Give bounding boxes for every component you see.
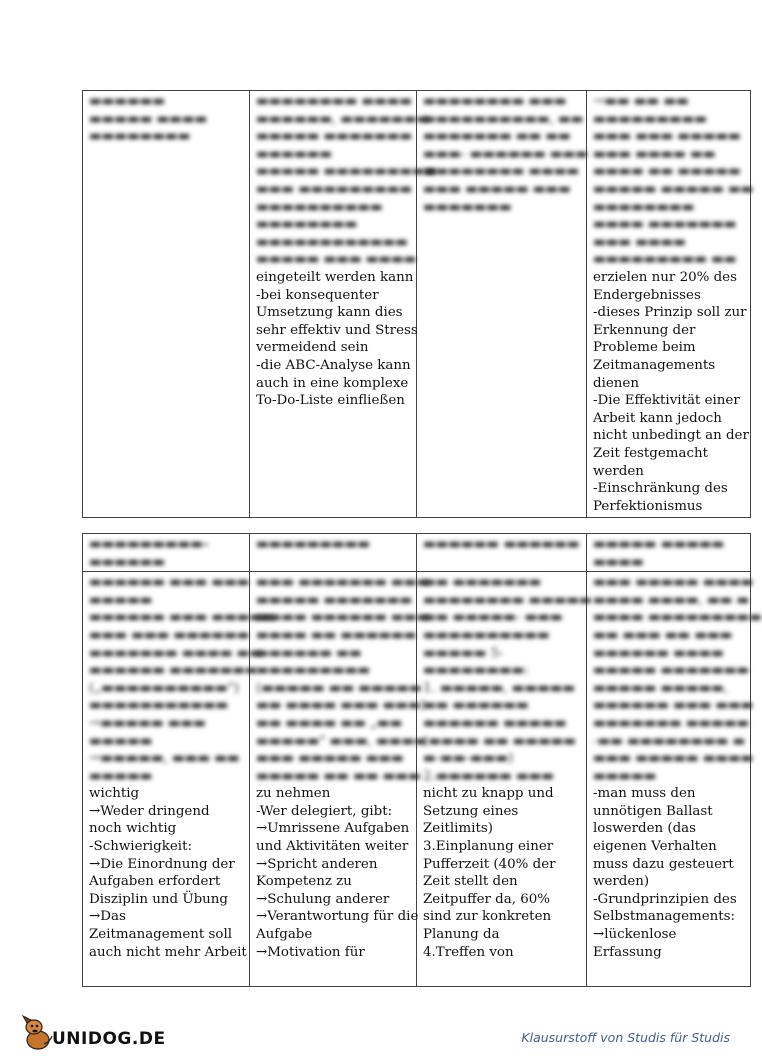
text-line: und Aktivitäten weiter [256,838,409,854]
text-line: nicht zu knapp und [423,786,554,802]
top-table [82,90,754,518]
text-line: Erkennung der [593,322,696,338]
text-line: wichtig [89,786,140,802]
text-line: -Schwierigkeit: [89,838,192,854]
text-line: →Schulung anderer [256,891,390,907]
bottom-cell-1-text [89,785,245,961]
bottom-cell-4-text [593,785,746,961]
text-line: eingeteilt werden kann [256,270,414,285]
text-line: →Das [89,909,126,925]
text-line: Zeitmanagement soll [89,926,233,942]
text-line: Endergebnisses [593,287,701,303]
text-line: Aufgaben erfordert [89,874,221,890]
blurred-text: ▬▬▬▬▬▬ ▬▬▬ ▬▬▬ ▬▬▬▬▬ ▬▬▬▬▬▬ ▬▬▬ ▬▬▬▬▬ ▬▬▬ ▬▬▬ ▬▬▬▬▬▬ ▬▬▬▬▬▬▬ ▬▬▬▬ ▬▬ ▬▬▬▬▬▬ ▬▬▬▬▬▬▬ („▬▬▬▬▬▬▬▬▬▬") ▬▬▬▬▬▬▬▬▬▬▬ →▬▬▬▬▬ ▬▬▬ ▬▬▬▬▬ →▬▬▬▬▬, ▬▬▬ ▬▬ ▬▬▬▬▬ [89,575,275,784]
bottom-table [82,533,762,987]
text-line: erzielen nur 20% des [593,270,737,285]
text-line: muss dazu gesteuert [593,856,734,872]
text-line: →Weder dringend [89,803,210,819]
text-line: 3.Einplanung einer [423,838,554,854]
text-line: zu nehmen [256,786,331,802]
top-cell-1 [83,91,250,518]
text-line: 4.Treffen von [423,944,514,960]
blurred-text: →▬▬ ▬▬ ▬▬ ▬▬▬▬▬▬▬▬▬ ▬▬▬ ▬▬▬ ▬▬▬▬▬ ▬▬▬ ▬▬▬▬ ▬▬ ▬▬▬▬ ▬▬ ▬▬▬▬▬ ▬▬▬▬▬ ▬▬▬▬▬ ▬▬ ▬▬▬▬▬▬▬▬ ▬▬▬▬ ▬▬▬▬▬▬▬ ▬▬▬ ▬▬▬▬ ▬▬▬▬▬▬▬▬▬ ▬▬ [593,94,754,268]
text-line: -Einschränkung des [593,481,728,497]
text-line: Zeitmanagements [593,357,716,373]
text-line: Zeit festgemacht [593,445,708,461]
text-line: eigenen Verhalten [593,838,717,854]
text-line: Probleme beim [593,340,696,356]
text-line: -Grundprinzipien des [593,891,737,907]
text-line: Kompetenz zu [256,874,352,890]
top-cell-2-text [256,269,418,410]
column-header: ▬▬▬▬▬ ▬▬▬▬▬ ▬▬▬▬ [587,534,751,572]
text-line: Umsetzung kann dies [256,305,403,321]
text-line: nicht unbedingt an der [593,428,749,444]
text-line: -man muss den [593,786,696,802]
text-line: Setzung eines [423,803,519,819]
bottom-cell-1 [83,572,275,987]
text-line: →Umrissene Aufgaben [256,821,410,837]
text-line: werden) [593,874,650,890]
text-line: →lückenlose [593,926,677,942]
text-line: To-Do-Liste einfließen [256,393,405,409]
text-line: sehr effektiv und Stress [256,322,418,338]
dog-mascot-icon [23,1016,52,1049]
text-line: Zeitpuffer da, 60% [423,891,551,907]
bottom-cell-2-text [256,785,419,961]
text-line: Perfektionismus [593,498,703,514]
text-line: dienen [593,375,639,391]
text-line: Zeitlimits) [423,821,493,837]
blurred-text: ​▬▬▬▬▬▬ ▬▬▬▬▬ ▬▬▬▬ ▬▬▬▬▬▬▬▬ [89,94,208,145]
text-line: -die ABC-Analyse kann [256,357,411,373]
unidog-logo [22,1014,166,1054]
blurred-text: ▬▬▬▬▬▬▬▬ ▬▬▬ ▬▬▬▬▬▬▬▬▬▬, ▬▬ ▬▬▬▬▬▬▬ ▬▬ ▬▬ ▬▬▬- ▬▬▬▬▬▬ ▬▬▬ ▬▬▬▬▬▬▬▬ ▬▬▬▬ ▬▬▬ ▬▬▬▬▬ ▬▬▬ ▬▬▬▬▬▬▬ [423,94,588,215]
text-line: -Die Effektivität einer [593,393,740,409]
blurred-text: ▬▬ ▬▬▬▬▬▬▬ ▬▬▬▬▬▬▬▬ ▬▬▬▬▬ ▬▬ ▬▬▬▬▬- ▬▬▬ ▬▬▬▬▬▬▬▬▬▬ ▬▬▬▬▬ 5- ▬▬▬▬▬▬▬▬: 1. ▬▬▬▬▬, ▬▬▬▬▬ ▬▬ ▬▬▬▬▬▬ ▬▬▬▬▬▬ ▬▬▬▬▬ (▬▬▬▬ ▬▬ ▬▬▬▬▬ ▬-▬▬-▬▬▬) 2.▬▬▬▬▬▬ ▬▬▬ [423,575,592,784]
text-line: unnötigen Ballast [593,803,713,819]
text-line: Selbstmanagements: [593,909,736,925]
blurred-text: ▬▬▬ ▬▬▬▬▬ ▬▬▬▬ ▬▬▬▬ ▬▬▬▬, ▬▬ ▬ ▬▬▬▬ ▬▬▬▬▬▬▬▬▬ ▬▬ ▬▬▬ ▬▬ ▬▬▬ ▬▬▬▬▬▬ ▬▬▬▬ ▬▬▬▬▬ ▬▬▬▬▬▬▬ ▬▬▬▬▬ ▬▬▬▬▬, ▬▬▬▬▬▬ ▬▬▬ ▬▬▬ ▬▬▬▬▬▬▬ ▬▬▬▬▬ -▬▬ ▬▬▬▬▬▬▬▬ ▬ ▬▬▬ ▬▬▬▬▬ ▬▬▬▬ ▬▬▬▬▬ [593,575,762,784]
text-line: -bei konsequenter [256,287,379,303]
top-cell-3 [417,91,587,518]
table-header-row [83,534,751,572]
text-line: →Motivation für [256,944,365,960]
bottom-cell-2 [250,572,429,987]
text-line: Disziplin und Übung [89,891,228,907]
text-line: →Die Einordnung der [89,856,235,872]
text-line: Arbeit kann jedoch [593,410,722,426]
table-row [83,91,751,518]
text-line: →Verantwortung für die [256,909,419,925]
footer-tagline: Klausurstoff von Studis für Studis [521,1030,730,1045]
text-line: -Wer delegiert, gibt: [256,803,393,819]
text-line: loswerden (das [593,821,697,837]
table-row [83,572,751,987]
text-line: Aufgabe [256,926,313,942]
text-line: auch nicht mehr Arbeit [89,944,247,960]
column-header: ▬▬▬▬▬▬ ▬▬▬▬▬▬ [417,534,587,572]
text-line: -dieses Prinzip soll zur [593,305,747,321]
text-line: Pufferzeit (40% der [423,856,556,872]
text-line: auch in eine komplexe [256,375,409,391]
text-line: sind zur konkreten [423,909,552,925]
top-cell-4-text [593,269,749,515]
text-line: Erfassung [593,944,662,960]
column-header: ▬▬▬▬▬▬▬▬▬- ▬▬▬▬▬▬ [83,534,250,572]
text-line: →Spricht anderen [256,856,378,872]
text-line: Zeit stellt den [423,874,518,890]
blurred-text: ▬▬▬ ▬▬▬▬▬▬▬ ▬▬▬ ▬▬▬▬▬ ▬▬▬▬▬▬▬ ▬▬▬▬ ▬▬▬▬▬▬ ▬▬▬ ▬▬▬▬ ▬▬ ▬▬▬▬▬▬ ▬▬▬▬▬▬ ▬▬ ▬▬▬▬▬▬▬▬▬ (▬▬▬▬▬ ▬▬ ▬▬▬▬▬ ▬▬ ▬▬▬▬ ▬▬▬ ▬▬▬) ▬▬ ▬▬▬▬ ▬▬ „▬▬ ▬▬▬▬▬" ▬▬▬, ▬▬▬▬ ▬▬▬ ▬▬▬▬▬ ▬▬▬ ▬▬▬▬▬ ▬▬ ▬▬ ▬▬▬ [256,575,429,784]
bottom-cell-3 [417,572,592,987]
text-line: werden [593,463,644,479]
column-header: ▬▬▬▬▬▬▬▬▬ [250,534,417,572]
bottom-cell-3-text [423,785,582,961]
top-cell-4 [587,91,754,518]
bottom-cell-4 [587,572,762,987]
logo-text: UNIDOG.DE [52,1029,166,1049]
top-cell-2 [250,91,438,518]
text-line: vermeidend sein [256,340,369,356]
text-line: noch wichtig [89,821,177,837]
blurred-text: ▬▬▬▬▬▬▬▬ ▬▬▬▬ ▬▬▬▬▬▬, ▬▬▬▬▬▬▬ ▬▬▬▬▬ ▬▬▬▬▬▬▬ ▬▬▬▬▬▬ ▬▬▬▬▬ ▬▬▬▬▬▬▬▬▬ ▬▬▬ ▬▬▬▬▬▬▬▬▬ ▬▬▬▬▬▬▬▬▬▬ ▬▬▬▬▬▬▬▬ ▬▬▬▬▬▬▬▬▬▬▬▬ ▬▬▬▬▬ ▬▬▬ ▬▬▬▬ [256,94,438,268]
text-line: Planung da [423,926,500,942]
